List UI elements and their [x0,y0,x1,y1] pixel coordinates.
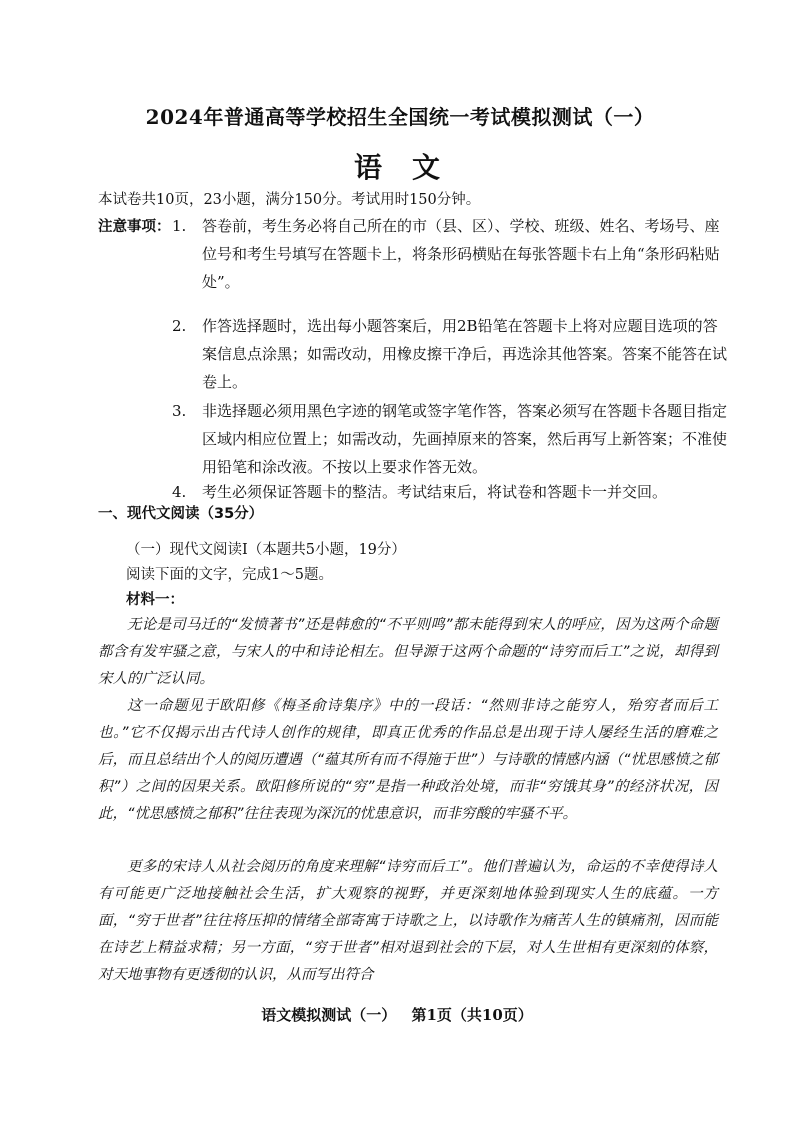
exam-title: 2024年普通高等学校招生全国统一考试模拟测试（一） [145,105,655,129]
exam-intro: 本试卷共10页，23小题，满分150分。考试用时150分钟。 [98,192,481,208]
instruction: 阅读下面的文字，完成1～5题。 [126,567,333,583]
note-number: 4. [172,483,187,501]
section-heading: 一、现代文阅读（35分） [98,506,264,522]
note-text: 非选择题必须用黑色字迹的钢笔或签字笔作答，答案必须写在答题卡各题目指定区域内相应位置上；如需改动，先画掉原来的答案，然后再写上新答案；不准使用铅笔和涂改液。不按以上要求作答无效。 [202,402,728,476]
note-text: 考生必须保证答题卡的整洁。考试结束后，将试卷和答题卡一并交回。 [202,483,668,501]
note-number: 3. [172,402,187,420]
material-label: 材料一： [126,592,184,608]
subject-title: 语文 [353,151,470,184]
note-number: 2. [172,317,187,335]
paragraph-1: 无论是司马迁的“发愤著书”还是韩愈的“不平则鸣”都未能得到宋人的呼应，因为这两个命题都含有发牢骚之意，与宋人的中和诗论相左。但导源于这两个命题的“诗穷而后工”之说，却得到宋人的广泛认同。 [98,617,718,687]
notes-label: 注意事项： [98,219,171,235]
note-item-2 [172,312,732,396]
note-item-1 [172,212,732,296]
note-number: 1. [172,217,187,235]
sub-heading: （一）现代文阅读Ⅰ（本题共5小题，19分） [126,542,406,558]
paragraph-3: 更多的宋诗人从社会阅历的角度来理解“诗穷而后工”。他们普遍认为，命运的不幸使得诗人有可能更广泛地接触社会生活，扩大观察的视野，并更深刻地体验到现实人生的底蕴。一方面，“穷于世者”往往将压抑的情绪全部寄寓于诗歌之上，以诗歌作为痛苦人生的镇痛剂，因而能在诗艺上精益求精；另一方面，“穷于世者”相对退到社会的下层，对人生世相有更深刻的体察，对天地事物有更透彻的认识，从而写出符合 [98,859,718,983]
page-footer: 语文模拟测试（一） 第1页（共10页） [261,1006,533,1024]
note-text: 答卷前，考生务必将自己所在的市（县、区）、学校、班级、姓名、考场号、座位号和考生号填写在答题卡上，将条形码横贴在每张答题卡右上角“条形码粘贴处”。 [202,217,720,291]
paragraph-2: 这一命题见于欧阳修《梅圣俞诗集序》中的一段话：“然则非诗之能穷人，殆穷者而后工也。”它不仅揭示出古代诗人创作的规律，即真正优秀的作品总是出现于诗人屡经生活的磨难之后，而且总结出个人的阅历遭遇（“蕴其所有而不得施于世”）与诗歌的情感内涵（“忧思感愤之郁积”）之间的因果关系。欧阳修所说的“穷”是指一种政治处境，而非“穷饿其身”的经济状况，因此，“忧思感愤之郁积”往往表现为深沉的忧患意识，而非穷酸的牢骚不平。 [98,698,718,822]
note-text: 作答选择题时，选出每小题答案后，用2B铅笔在答题卡上将对应题目选项的答案信息点涂黑；如需改动，用橡皮擦干净后，再选涂其他答案。答案不能答在试卷上。 [202,317,728,391]
note-item-3 [172,397,732,481]
